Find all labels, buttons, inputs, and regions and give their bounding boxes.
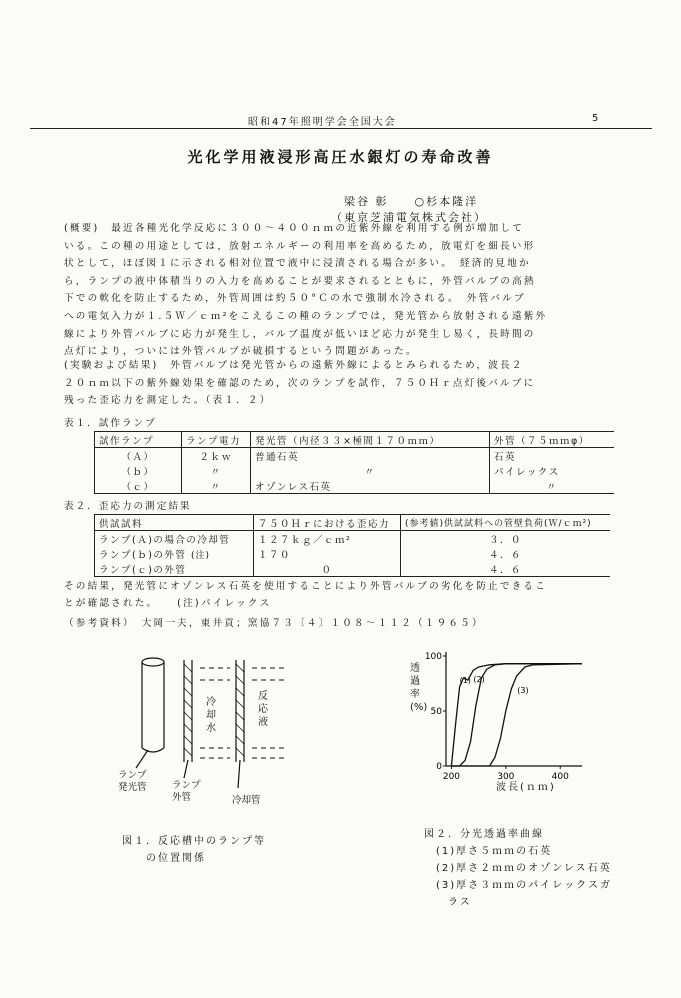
header-text: 昭和47年照明学会全国大会 (248, 117, 397, 128)
table-cell: パイレックス (490, 463, 615, 478)
table-cell: ランプ(ｃ)の外管 (95, 561, 254, 577)
table-cell: （ｂ） (95, 463, 182, 478)
table-header: 試作ランプ (95, 432, 182, 448)
experiment-paragraph: (実験および結果) 外管バルブは発光管からの遠紫外線によるとみられるため，波長２ ２０ｎｍ以下の紫外線効果を確認のため，次のランプを試作，７５０Ｈｒ点灯後バルブに 残った歪応力を測定した。（表１．２） (64, 360, 536, 407)
page-number: 5 (592, 113, 599, 124)
lamp-tube-top (142, 658, 164, 666)
reference: （参考資料） 大岡一夫，東井貢；窯協７３〔４〕１０８〜１１２（１９６５） (64, 618, 484, 629)
lamp-tube-bottom (142, 748, 164, 752)
series-line-1 (451, 664, 582, 766)
leader-lamp (136, 750, 148, 768)
table-cell: ４．６ (401, 546, 611, 561)
table-header: 外管（７５ｍｍφ） (490, 432, 615, 448)
paper-title: 光化学用液浸形高圧水銀灯の寿命改善 (187, 148, 494, 166)
label-cooling-water: 冷 却 水 (206, 697, 216, 734)
table-row (95, 463, 615, 478)
table-header: 供試試料 (95, 515, 254, 531)
series-label-1: (1) (459, 675, 471, 685)
table-cell: 〃 (251, 463, 490, 478)
table-row (95, 561, 611, 577)
table1 (94, 431, 614, 494)
y-tick-label: 100 (424, 652, 442, 662)
table-row (95, 531, 611, 547)
table-cell (95, 546, 254, 561)
table-cell: 普通石英 (251, 448, 490, 464)
table-row (95, 546, 611, 561)
table-header: (参考値)供試試料への管壁負荷(Ｗ/ｃｍ²) (401, 515, 611, 531)
chart-series (451, 664, 582, 766)
header-rule (30, 128, 652, 129)
table2 (94, 514, 610, 577)
table-row (95, 448, 615, 464)
leader-cooling (238, 760, 240, 788)
y-tick-label: 50 (430, 707, 442, 717)
x-tick-label: 300 (497, 772, 515, 782)
abstract-paragraph: (概要) 最近各種光化学反応に３００〜４００ｎｍの近紫外線を利用する例が増加して いる。この種の用途としては，放射エネルギーの利用率を高めるため，放電灯を細長い形 状として，ほぼ図１に示される相対位置で液中に浸漬される場合が多い。 経済的見地か ら，ランプの液中体積当りの入力を高めることが要求されるとともに，外管バルブの高熱 下での軟化を防止するため，外管周囲は約５０°Ｃの水で強制水冷される。 外管バルブ への電気入力が１.５Ｗ／ｃｍ²をこえるこの種のランプでは，発光管から放射される遠紫外 線により外管バルブに応力が発生し，バルブ温度が低いほど応力が発生し易く，長時間の 点灯により，ついには外管バルブが破損するという問題があった。 (64, 223, 548, 358)
y-tick-label: 0 (436, 762, 442, 772)
series-label-2: (2) (473, 675, 485, 684)
table-header: ランプ電力 (182, 432, 251, 448)
table-cell: ３．０ (401, 531, 611, 547)
table-cell: 〃 (182, 463, 251, 478)
x-axis-label: 波長(ｎｍ) (496, 782, 556, 793)
figure2-chart (404, 648, 604, 798)
table-cell: ４．６ (401, 561, 611, 577)
table1-caption: 表１．試作ランプ (64, 418, 157, 429)
conclusion-paragraph: その結果，発光管にオゾンレス石英を使用することにより外管バルブの劣化を防止できるこ とが確認された。 (注)パイレックス (64, 581, 548, 609)
label-cooling-tube: 冷却管 (232, 795, 261, 806)
affiliation: （東京芝浦電気株式会社） (331, 211, 487, 224)
table-header: ７５０Ｈｒにおける歪応力 (254, 515, 401, 531)
table-cell: （Ａ） (95, 448, 182, 464)
table-cell: ０ (254, 561, 401, 577)
table2-caption: 表２．歪応力の測定結果 (64, 501, 192, 512)
table-cell: １２７ｋｇ／ｃｍ² (254, 531, 401, 547)
table-row (95, 478, 615, 494)
table-cell: １７０ (254, 546, 401, 561)
label-reaction-liquid: 反 応 液 (258, 691, 268, 728)
table-cell: 石英 (490, 448, 615, 464)
table-cell: 〃 (490, 478, 615, 494)
label-lamp-outer-tube: ランプ 外管 (172, 780, 201, 803)
figure1-diagram (108, 650, 308, 820)
table-cell: オゾンレス石英 (251, 478, 490, 494)
table-cell: ランプ(Ａ)の場合の冷却管 (95, 531, 254, 547)
series-line-2 (451, 664, 582, 766)
table-cell: 〃 (182, 478, 251, 494)
series-line-3 (451, 664, 582, 766)
x-tick-label: 400 (551, 772, 569, 782)
leader-outer (184, 760, 188, 778)
chart-axes (446, 652, 582, 766)
table-cell-text: ランプ(ｂ)の外管 (99, 549, 187, 561)
figure1-caption: 図１．反応槽中のランプ等 の位置関係 (122, 836, 266, 864)
series-label-3: (3) (517, 686, 529, 695)
table-cell: （ｃ） (95, 478, 182, 494)
x-tick-label: 200 (442, 772, 461, 782)
figure2-caption: 図２．分光透過率曲線 (1)厚さ５ｍｍの石英 (2)厚さ２ｍｍのオゾンレス石英 (3)厚さ３ｍｍのパイレックスガ ラス (424, 829, 612, 908)
table-header: 発光管（内径３３×極間１７０ｍｍ） (251, 432, 490, 448)
authors: 梁谷 彰 ○杉本隆洋 (344, 195, 479, 208)
note-mark: (注) (190, 550, 210, 561)
table-cell: ２ｋｗ (182, 448, 251, 464)
y-axis-label: 透過率(%) (410, 663, 428, 713)
label-lamp-arc-tube: ランプ 発光管 (118, 770, 147, 793)
